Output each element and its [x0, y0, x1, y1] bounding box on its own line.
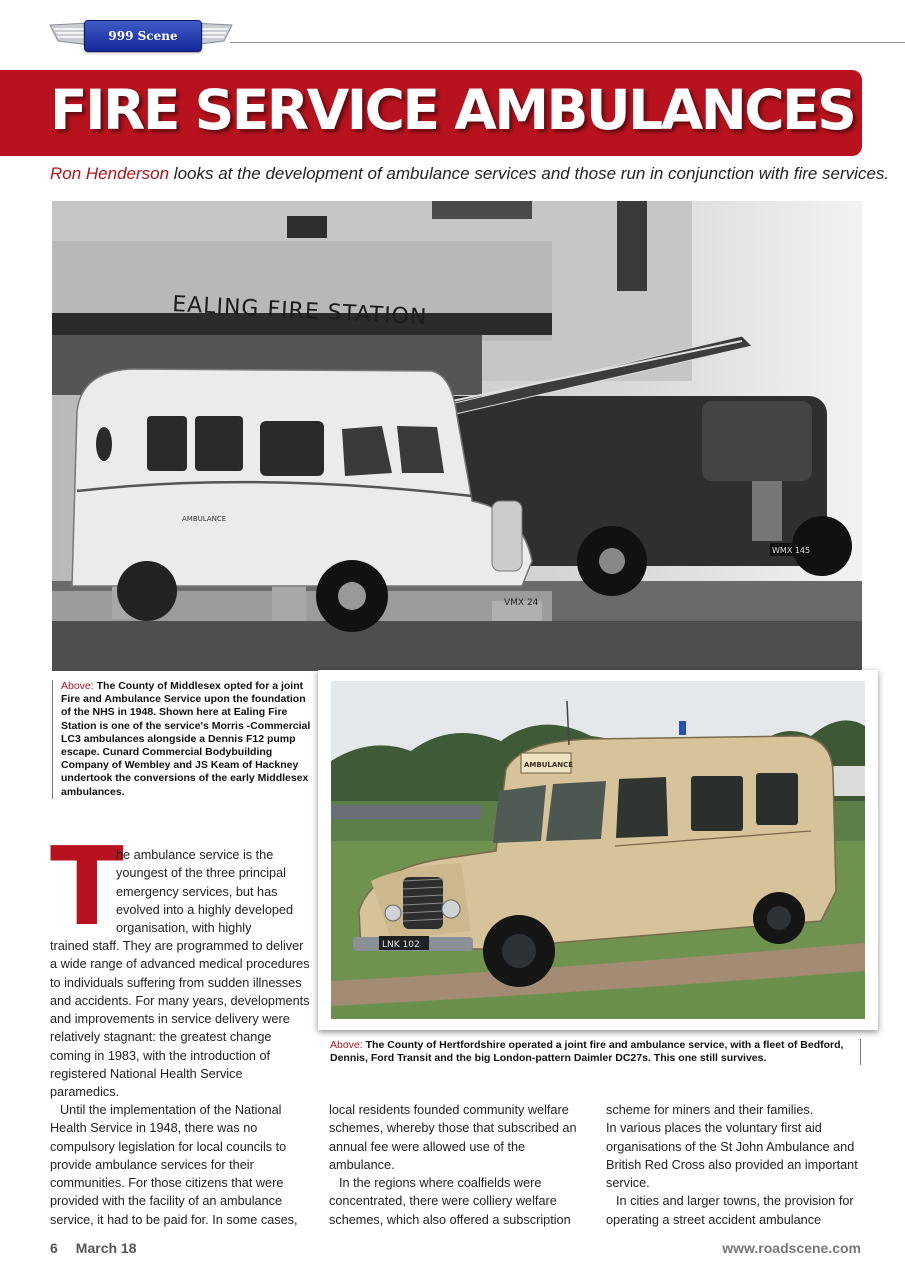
caption-daimler-photo [330, 1039, 861, 1065]
column-3-paragraph-1: scheme for miners and their families. [606, 1103, 814, 1117]
issue-date: March 18 [75, 1240, 137, 1256]
strapline-text: looks at the development of ambulance services and those run in conjunction with fire services. [169, 164, 890, 183]
roof-sign: AMBULANCE [524, 761, 574, 769]
ambulance-side-text: AMBULANCE [182, 515, 227, 523]
caption1-text: The County of Middlesex opted for a joint Fire and Ambulance Service upon the foundation of the NHS in 1948. Shown here at Ealing Fire Station is one of the service's Morris -Commercial LC3 ambulances alongside a Dennis F12 pump escape. Cunard Commercial Bodybuilding Company of Wembley and JS Keam of Hackney undertook the conversions of the early Middlesex ambulances. [61, 680, 311, 798]
intro-paragraph-start: he ambulance service is the youngest of the three principal emergency services, but has evolved into a highly developed organisation, with highly [116, 848, 294, 936]
footer-folio [50, 1240, 137, 1256]
caption-ealing-photo [52, 680, 311, 799]
column-2-paragraph-1: local residents founded community welfare schemes, whereby those that subscribed an annual fee were allowed use of the ambulance. [329, 1103, 577, 1172]
column-2-paragraph-2: In the regions where coalfields were concentrated, there were colliery welfare schemes, which also offered a subscription [329, 1176, 571, 1227]
drop-cap [50, 825, 124, 950]
column-2 [329, 1101, 591, 1229]
column-1 [50, 1101, 312, 1229]
caption2-text: The County of Hertfordshire operated a joint fire and ambulance service, with a fleet of Bedford, Dennis, Ford Transit and the big London-pattern Daimler DC27s. This one still survives. [330, 1039, 844, 1064]
section-badge [84, 20, 202, 52]
column-3-paragraph-2: In various places the voluntary first aid organisations of the St John Ambulance and British Red Cross also provided an important service. [606, 1121, 858, 1191]
fire-engine-plate: WMX 145 [772, 546, 811, 555]
column-3-paragraph-3: In cities and larger towns, the provision for operating a street accident ambulance [606, 1194, 854, 1227]
strapline-author: Ron Henderson [50, 164, 170, 183]
column-1-paragraph: Until the implementation of the National Health Service in 1948, there was no compulsory legislation for local councils to provide ambulance services for their communities. For those citizens that were provided with the facility of an ambulance service, it had to be paid for. In some cases, [50, 1103, 298, 1227]
daimler-ambulance-photo [318, 670, 878, 1030]
caption2-lead: Above: [330, 1039, 363, 1051]
header-rule [230, 42, 905, 43]
column-3 [606, 1101, 868, 1229]
ambulance-plate-photo1: VMX 24 [504, 598, 539, 608]
section-badge-label: 999 Scene [108, 29, 178, 43]
building-sign: EALING FIRE STATION [171, 292, 428, 331]
strapline [50, 164, 890, 184]
footer-website: www.roadscene.com [722, 1240, 861, 1256]
intro-paragraph-continued: trained staff. They are programmed to deliver a wide range of advanced medical procedures to individuals suffering from sudden illnesses and accidents. For many years, developments and improvements in service delivery were relatively stagnant: the greatest change coming in 1983, with the introduction of registered National Health Service paramedics. [50, 939, 310, 1100]
caption1-lead: Above: [61, 680, 94, 692]
ealing-fire-station-photo [52, 201, 862, 671]
ambulance-plate-photo2: LNK 102 [382, 940, 420, 950]
article-title: FIRE SERVICE AMBULANCES [50, 78, 855, 142]
page-number: 6 [50, 1240, 58, 1256]
drop-cap-letter: T [50, 825, 124, 950]
